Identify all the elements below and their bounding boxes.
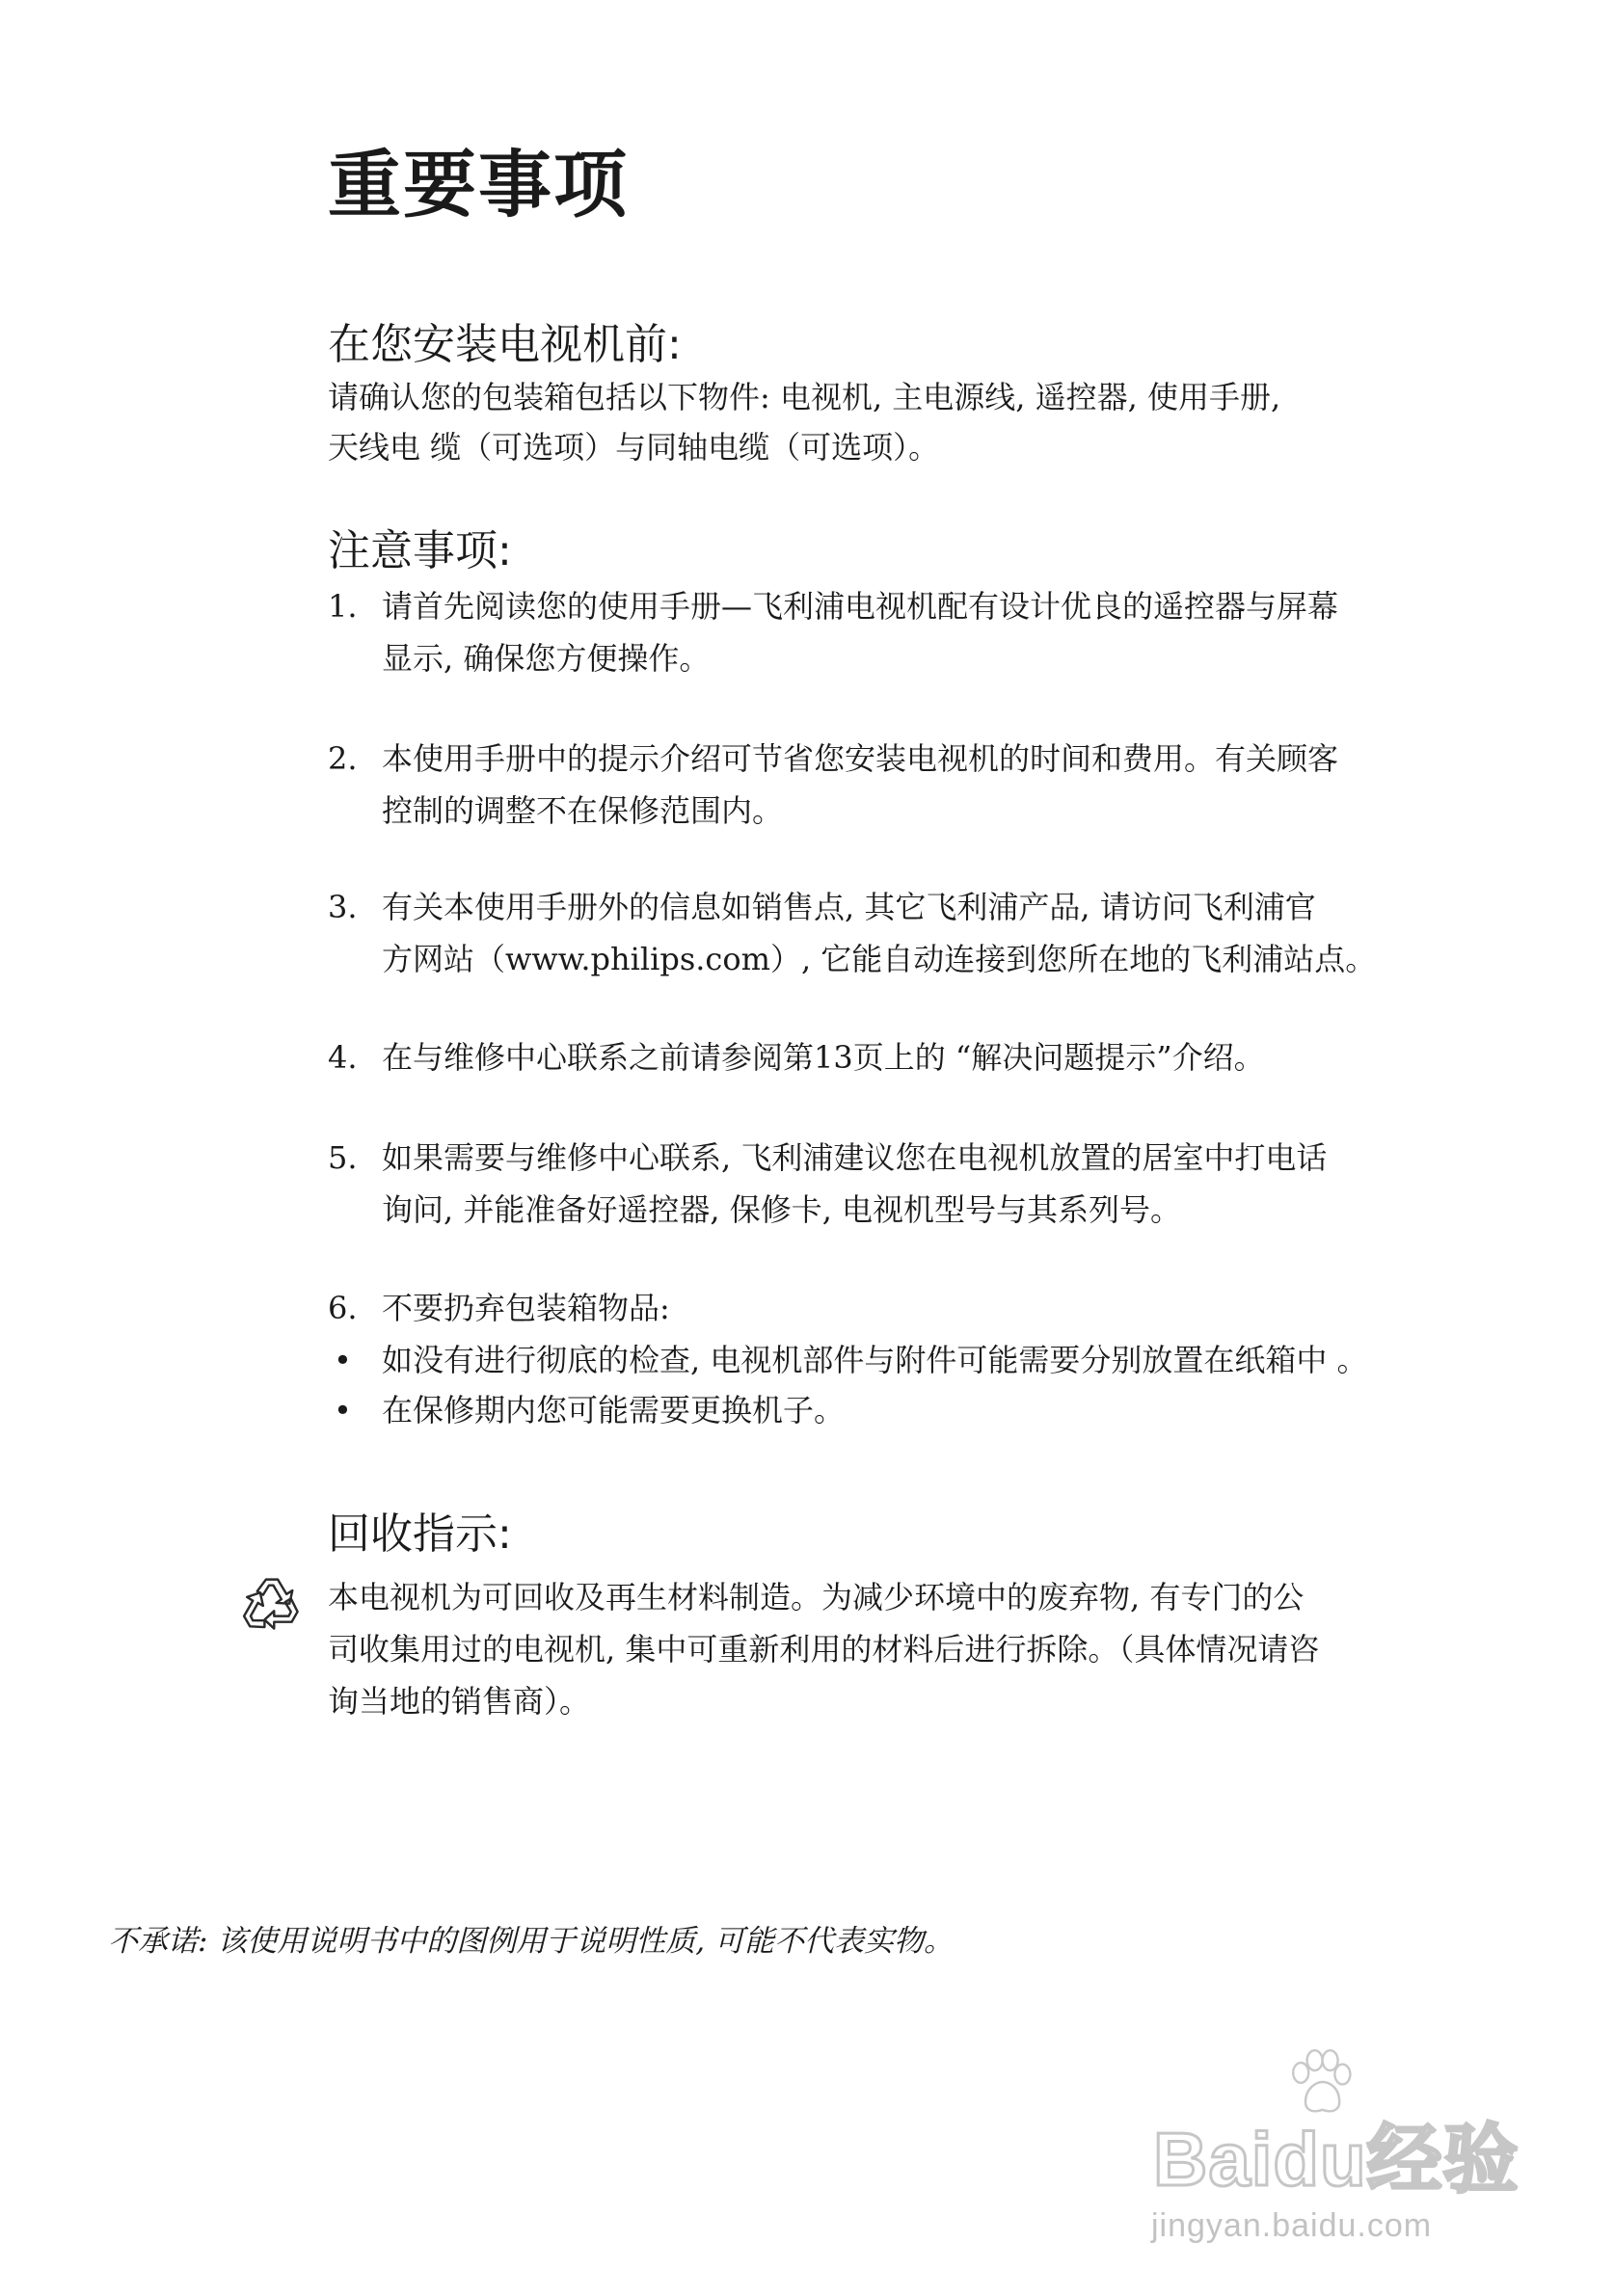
list-number: 4. [328, 1039, 358, 1076]
page-title: 重要事项 [328, 142, 629, 227]
before-install-text [328, 372, 1485, 472]
list-number: 6. [328, 1290, 358, 1326]
list-item-line: 请首先阅读您的使用手册—飞利浦电视机配有设计优良的遥控器与屏幕 [382, 588, 1339, 625]
bullet-text: 如没有进行彻底的检查, 电视机部件与附件可能需要分别放置在纸箱中 。 [382, 1342, 1368, 1378]
bullet-icon: • [334, 1342, 352, 1378]
notes-bullet-item [328, 1384, 1485, 1436]
bullet-icon: • [334, 1392, 352, 1428]
notes-heading: 注意事项: [328, 526, 512, 575]
list-item-line: 方网站（www.philips.com）, 它能自动连接到您所在地的飞利浦站点。 [382, 941, 1377, 977]
notes-bullet-item [328, 1334, 1485, 1386]
recycle-icon [235, 1569, 309, 1642]
list-item-line: 在与维修中心联系之前请参阅第13页上的 “解决问题提示”介绍。 [382, 1039, 1265, 1076]
list-number: 3. [328, 889, 358, 925]
list-number: 1. [328, 588, 358, 625]
disclaimer: 不承诺: 该使用说明书中的图例用于说明性质, 可能不代表实物。 [108, 1924, 955, 1959]
list-item-line: 显示, 确保您方便操作。 [382, 640, 711, 677]
list-number: 2. [328, 740, 358, 777]
watermark-brand: Baidu经验 [1153, 2117, 1520, 2202]
bullet-text: 在保修期内您可能需要更换机子。 [382, 1392, 846, 1428]
watermark-url: jingyan.baidu.com [1151, 2207, 1433, 2244]
watermark [1138, 2043, 1543, 2256]
list-item-line: 本使用手册中的提示介绍可节省您安装电视机的时间和费用。有关顾客 [382, 740, 1339, 777]
notes-list-item-1 [328, 580, 1485, 684]
notes-list-item-2 [328, 733, 1485, 837]
recycling-heading: 回收指示: [328, 1509, 512, 1559]
list-item-line: 询问, 并能准备好遥控器, 保修卡, 电视机型号与其系列号。 [382, 1191, 1182, 1228]
recycling-line: 司收集用过的电视机, 集中可重新利用的材料后进行拆除。（具体情况请咨 [328, 1631, 1320, 1668]
recycling-text [328, 1571, 1485, 1727]
notes-list-item-4 [328, 1031, 1485, 1083]
recycling-line: 本电视机为可回收及再生材料制造。为减少环境中的废弃物, 有专门的公 [328, 1579, 1305, 1615]
notes-list-item-3 [328, 881, 1485, 985]
list-number: 5. [328, 1139, 358, 1176]
list-item-line: 如果需要与维修中心联系, 飞利浦建议您在电视机放置的居室中打电话 [382, 1139, 1328, 1176]
before-install-line: 天线电 缆（可选项）与同轴电缆（可选项）。 [328, 429, 940, 466]
before-install-heading: 在您安装电视机前: [328, 320, 682, 369]
list-item-line: 有关本使用手册外的信息如销售点, 其它飞利浦产品, 请访问飞利浦官 [382, 889, 1316, 925]
list-item-line: 控制的调整不在保修范围内。 [382, 792, 784, 829]
notes-list-item-5 [328, 1132, 1485, 1236]
list-item-line: 不要扔弃包装箱物品: [382, 1290, 670, 1326]
before-install-line: 请确认您的包装箱包括以下物件: 电视机, 主电源线, 遥控器, 使用手册, [328, 379, 1281, 415]
recycling-line: 询当地的销售商）。 [328, 1683, 591, 1720]
notes-list-item-6 [328, 1282, 1485, 1334]
